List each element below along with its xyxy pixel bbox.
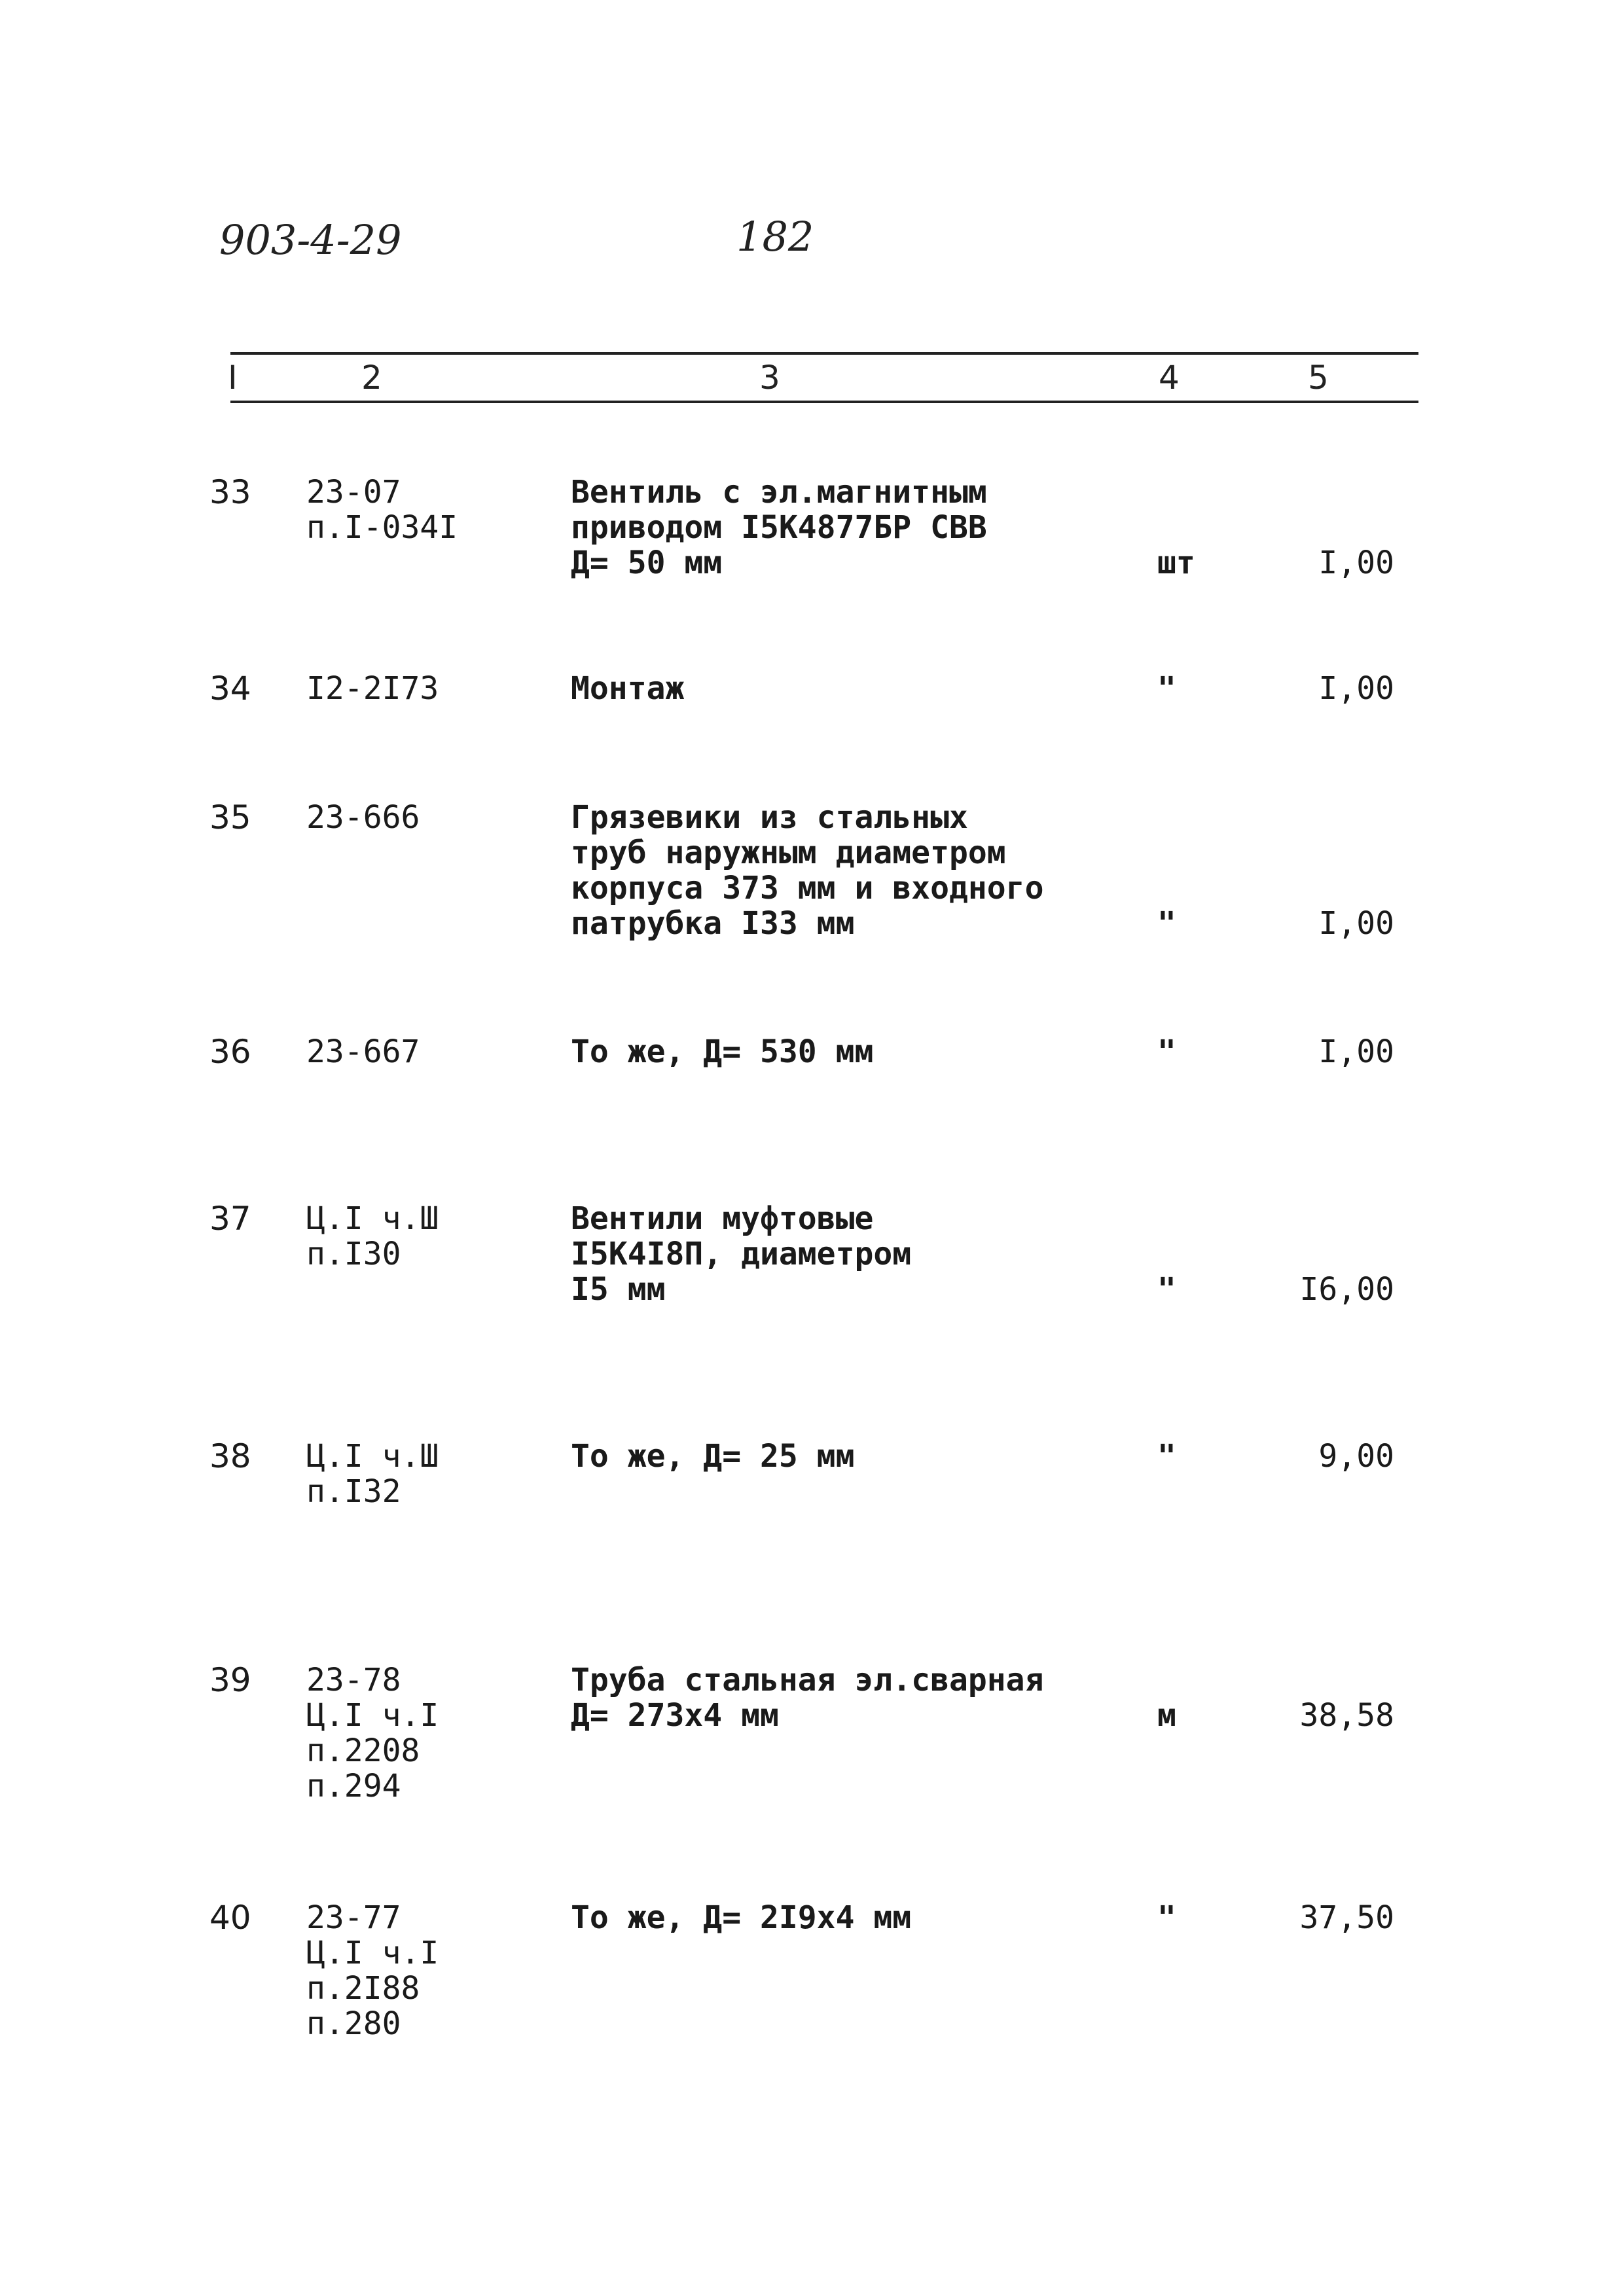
row-number: 40	[209, 1899, 251, 1937]
row-number: 38	[209, 1437, 251, 1475]
row-reference: 23-666	[306, 799, 420, 836]
row-quantity: I6,00	[1299, 1271, 1394, 1308]
row-number: 33	[209, 473, 251, 511]
column-header-5: 5	[1308, 359, 1329, 397]
row-reference: I2-2I73	[306, 670, 439, 707]
row-description: Монтаж	[571, 670, 685, 707]
row-unit: "	[1157, 905, 1176, 942]
row-number: 39	[209, 1661, 251, 1699]
column-header-3: 3	[759, 359, 780, 397]
row-unit: шт	[1157, 545, 1195, 581]
row-quantity: I,00	[1318, 545, 1394, 581]
row-number: 37	[209, 1200, 251, 1238]
row-description: Труба стальная эл.сварная Д= 273х4 мм	[571, 1662, 1044, 1734]
row-unit: "	[1157, 1438, 1176, 1475]
column-header-2: 2	[361, 359, 382, 397]
row-reference: 23-77 Ц.I ч.I п.2I88 п.280	[306, 1899, 439, 2042]
row-description: Вентили муфтовые I5К4I8П, диаметром I5 мм	[571, 1200, 912, 1308]
page-number: 182	[736, 213, 814, 260]
row-unit: "	[1157, 670, 1176, 707]
row-reference: 23-667	[306, 1033, 420, 1070]
row-quantity: 38,58	[1299, 1697, 1394, 1734]
row-description: То же, Д= 25 мм	[571, 1438, 855, 1475]
row-unit: "	[1157, 1899, 1176, 1936]
row-quantity: I,00	[1318, 1033, 1394, 1070]
row-reference: 23-78 Ц.I ч.I п.2208 п.294	[306, 1662, 439, 1804]
row-number: 35	[209, 798, 251, 836]
table-header-rule	[230, 401, 1418, 403]
row-description: Вентиль с эл.магнитным приводом I5К4877БР СВВ Д= 50 мм	[571, 474, 987, 581]
row-description: То же, Д= 530 мм	[571, 1033, 874, 1070]
row-quantity: 9,00	[1318, 1438, 1394, 1475]
row-reference: 23-07 п.I-034I	[306, 474, 458, 546]
column-header-4: 4	[1159, 359, 1180, 397]
table-top-rule	[230, 352, 1418, 355]
row-quantity: I,00	[1318, 905, 1394, 942]
row-unit: "	[1157, 1033, 1176, 1070]
row-reference: Ц.I ч.Ш п.I30	[306, 1200, 439, 1272]
document-code: 903-4-29	[219, 216, 402, 264]
row-unit: м	[1157, 1697, 1176, 1734]
row-number: 34	[209, 670, 251, 708]
row-unit: "	[1157, 1271, 1176, 1308]
row-quantity: 37,50	[1299, 1899, 1394, 1936]
row-quantity: I,00	[1318, 670, 1394, 707]
row-reference: Ц.I ч.Ш п.I32	[306, 1438, 439, 1510]
row-description: То же, Д= 2I9х4 мм	[571, 1899, 912, 1936]
row-description: Грязевики из стальных труб наружным диаметром корпуса 373 мм и входного патрубка I33 мм	[571, 799, 1044, 942]
row-number: 36	[209, 1033, 251, 1071]
column-header-1: I	[228, 359, 238, 397]
